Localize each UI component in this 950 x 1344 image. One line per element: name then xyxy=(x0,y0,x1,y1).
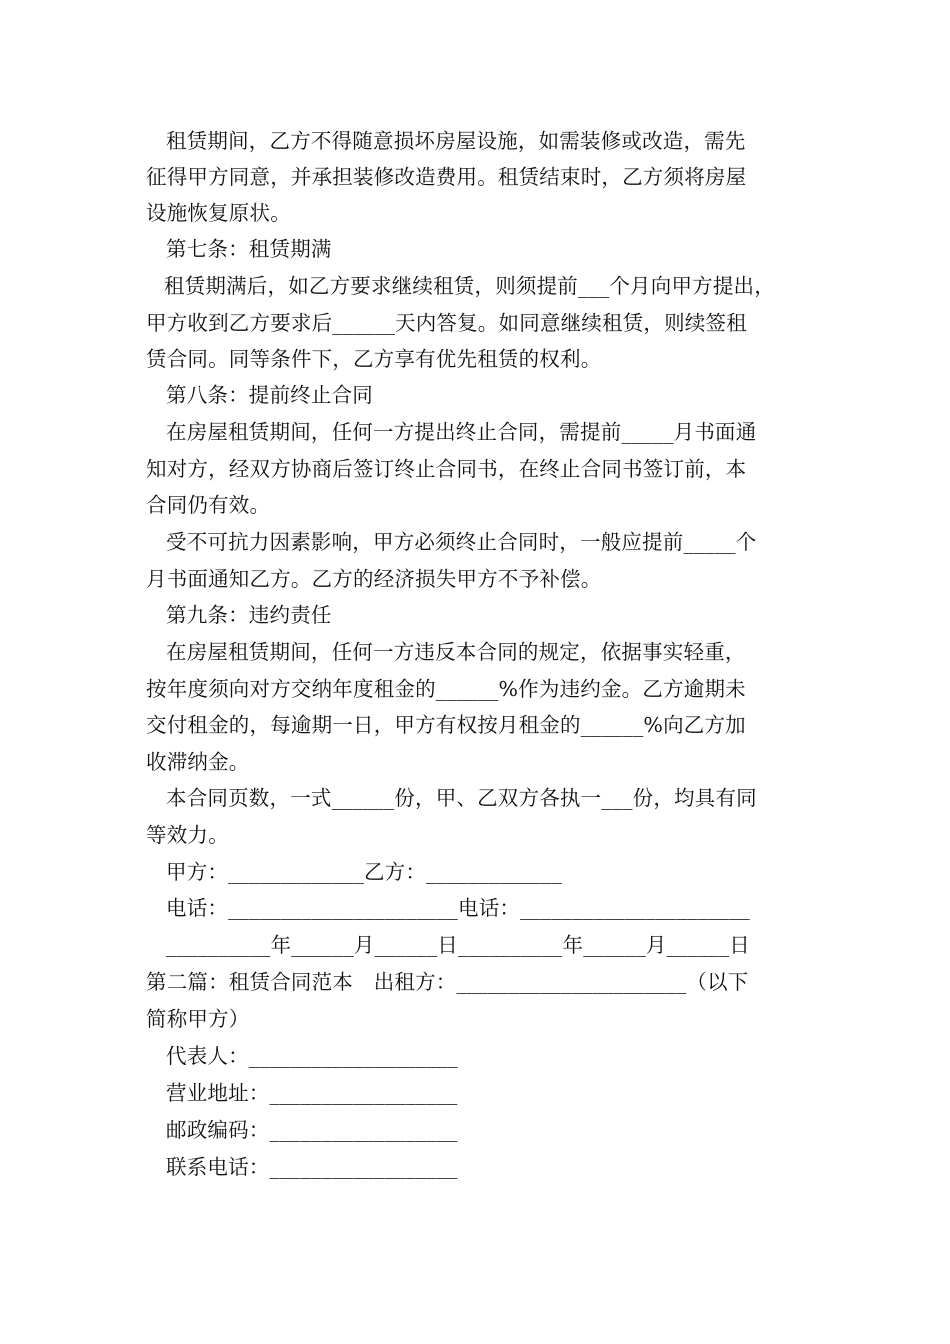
paragraph-line: 简称甲方） xyxy=(146,1007,250,1031)
paragraph-line: 交付租金的，每逾期一日，甲方有权按月租金的______%向乙方加 xyxy=(146,713,746,737)
phone-line: 电话：______________________电话：______________________ xyxy=(166,896,750,920)
paragraph-line: 征得甲方同意，并承担装修改造费用。租赁结束时，乙方须将房屋 xyxy=(146,165,747,189)
paragraph-line: 租赁期满后，如乙方要求继续租赁，则须提前___个月向甲方提出， xyxy=(164,274,775,298)
paragraph-line: 本合同页数，一式______份，甲、乙双方各执一___份，均具有同 xyxy=(166,786,757,810)
section-heading: 第八条：提前终止合同 xyxy=(166,383,373,407)
paragraph-line: 受不可抗力因素影响，甲方必须终止合同时，一般应提前_____个 xyxy=(166,530,757,554)
paragraph-line: 知对方，经双方协商后签订终止合同书，在终止合同书签订前，本 xyxy=(146,457,747,481)
chapter-heading: 第二篇：租赁合同范本 出租方：______________________（以下 xyxy=(146,970,749,994)
field-representative: 代表人：____________________ xyxy=(166,1044,458,1068)
paragraph-line: 租赁期间，乙方不得随意损坏房屋设施，如需装修或改造，需先 xyxy=(166,129,746,153)
paragraph-line: 月书面通知乙方。乙方的经济损失甲方不予补偿。 xyxy=(146,567,602,591)
field-contact-phone: 联系电话：__________________ xyxy=(166,1155,458,1179)
paragraph-line: 等效力。 xyxy=(146,823,229,847)
section-heading: 第七条：租赁期满 xyxy=(166,237,332,261)
paragraph-line: 甲方收到乙方要求后______天内答复。如同意继续租赁，则续签租 xyxy=(146,311,747,335)
date-line: __________年______月______日__________年______月______日 xyxy=(166,933,750,957)
signature-line: 甲方：_____________乙方：_____________ xyxy=(166,860,562,884)
paragraph-line: 在房屋租赁期间，任何一方提出终止合同，需提前_____月书面通 xyxy=(166,420,757,444)
paragraph-line: 设施恢复原状。 xyxy=(146,201,291,225)
section-heading: 第九条：违约责任 xyxy=(166,603,332,627)
field-business-address: 营业地址：__________________ xyxy=(166,1081,458,1105)
paragraph-line: 在房屋租赁期间，任何一方违反本合同的规定，依据事实轻重， xyxy=(166,640,746,664)
paragraph-line: 赁合同。同等条件下，乙方享有优先租赁的权利。 xyxy=(146,347,602,371)
paragraph-line: 合同仍有效。 xyxy=(146,493,271,517)
field-postal-code: 邮政编码：__________________ xyxy=(166,1118,458,1142)
paragraph-line: 按年度须向对方交纳年度租金的______%作为违约金。乙方逾期未 xyxy=(146,677,746,701)
paragraph-line: 收滞纳金。 xyxy=(146,750,250,774)
